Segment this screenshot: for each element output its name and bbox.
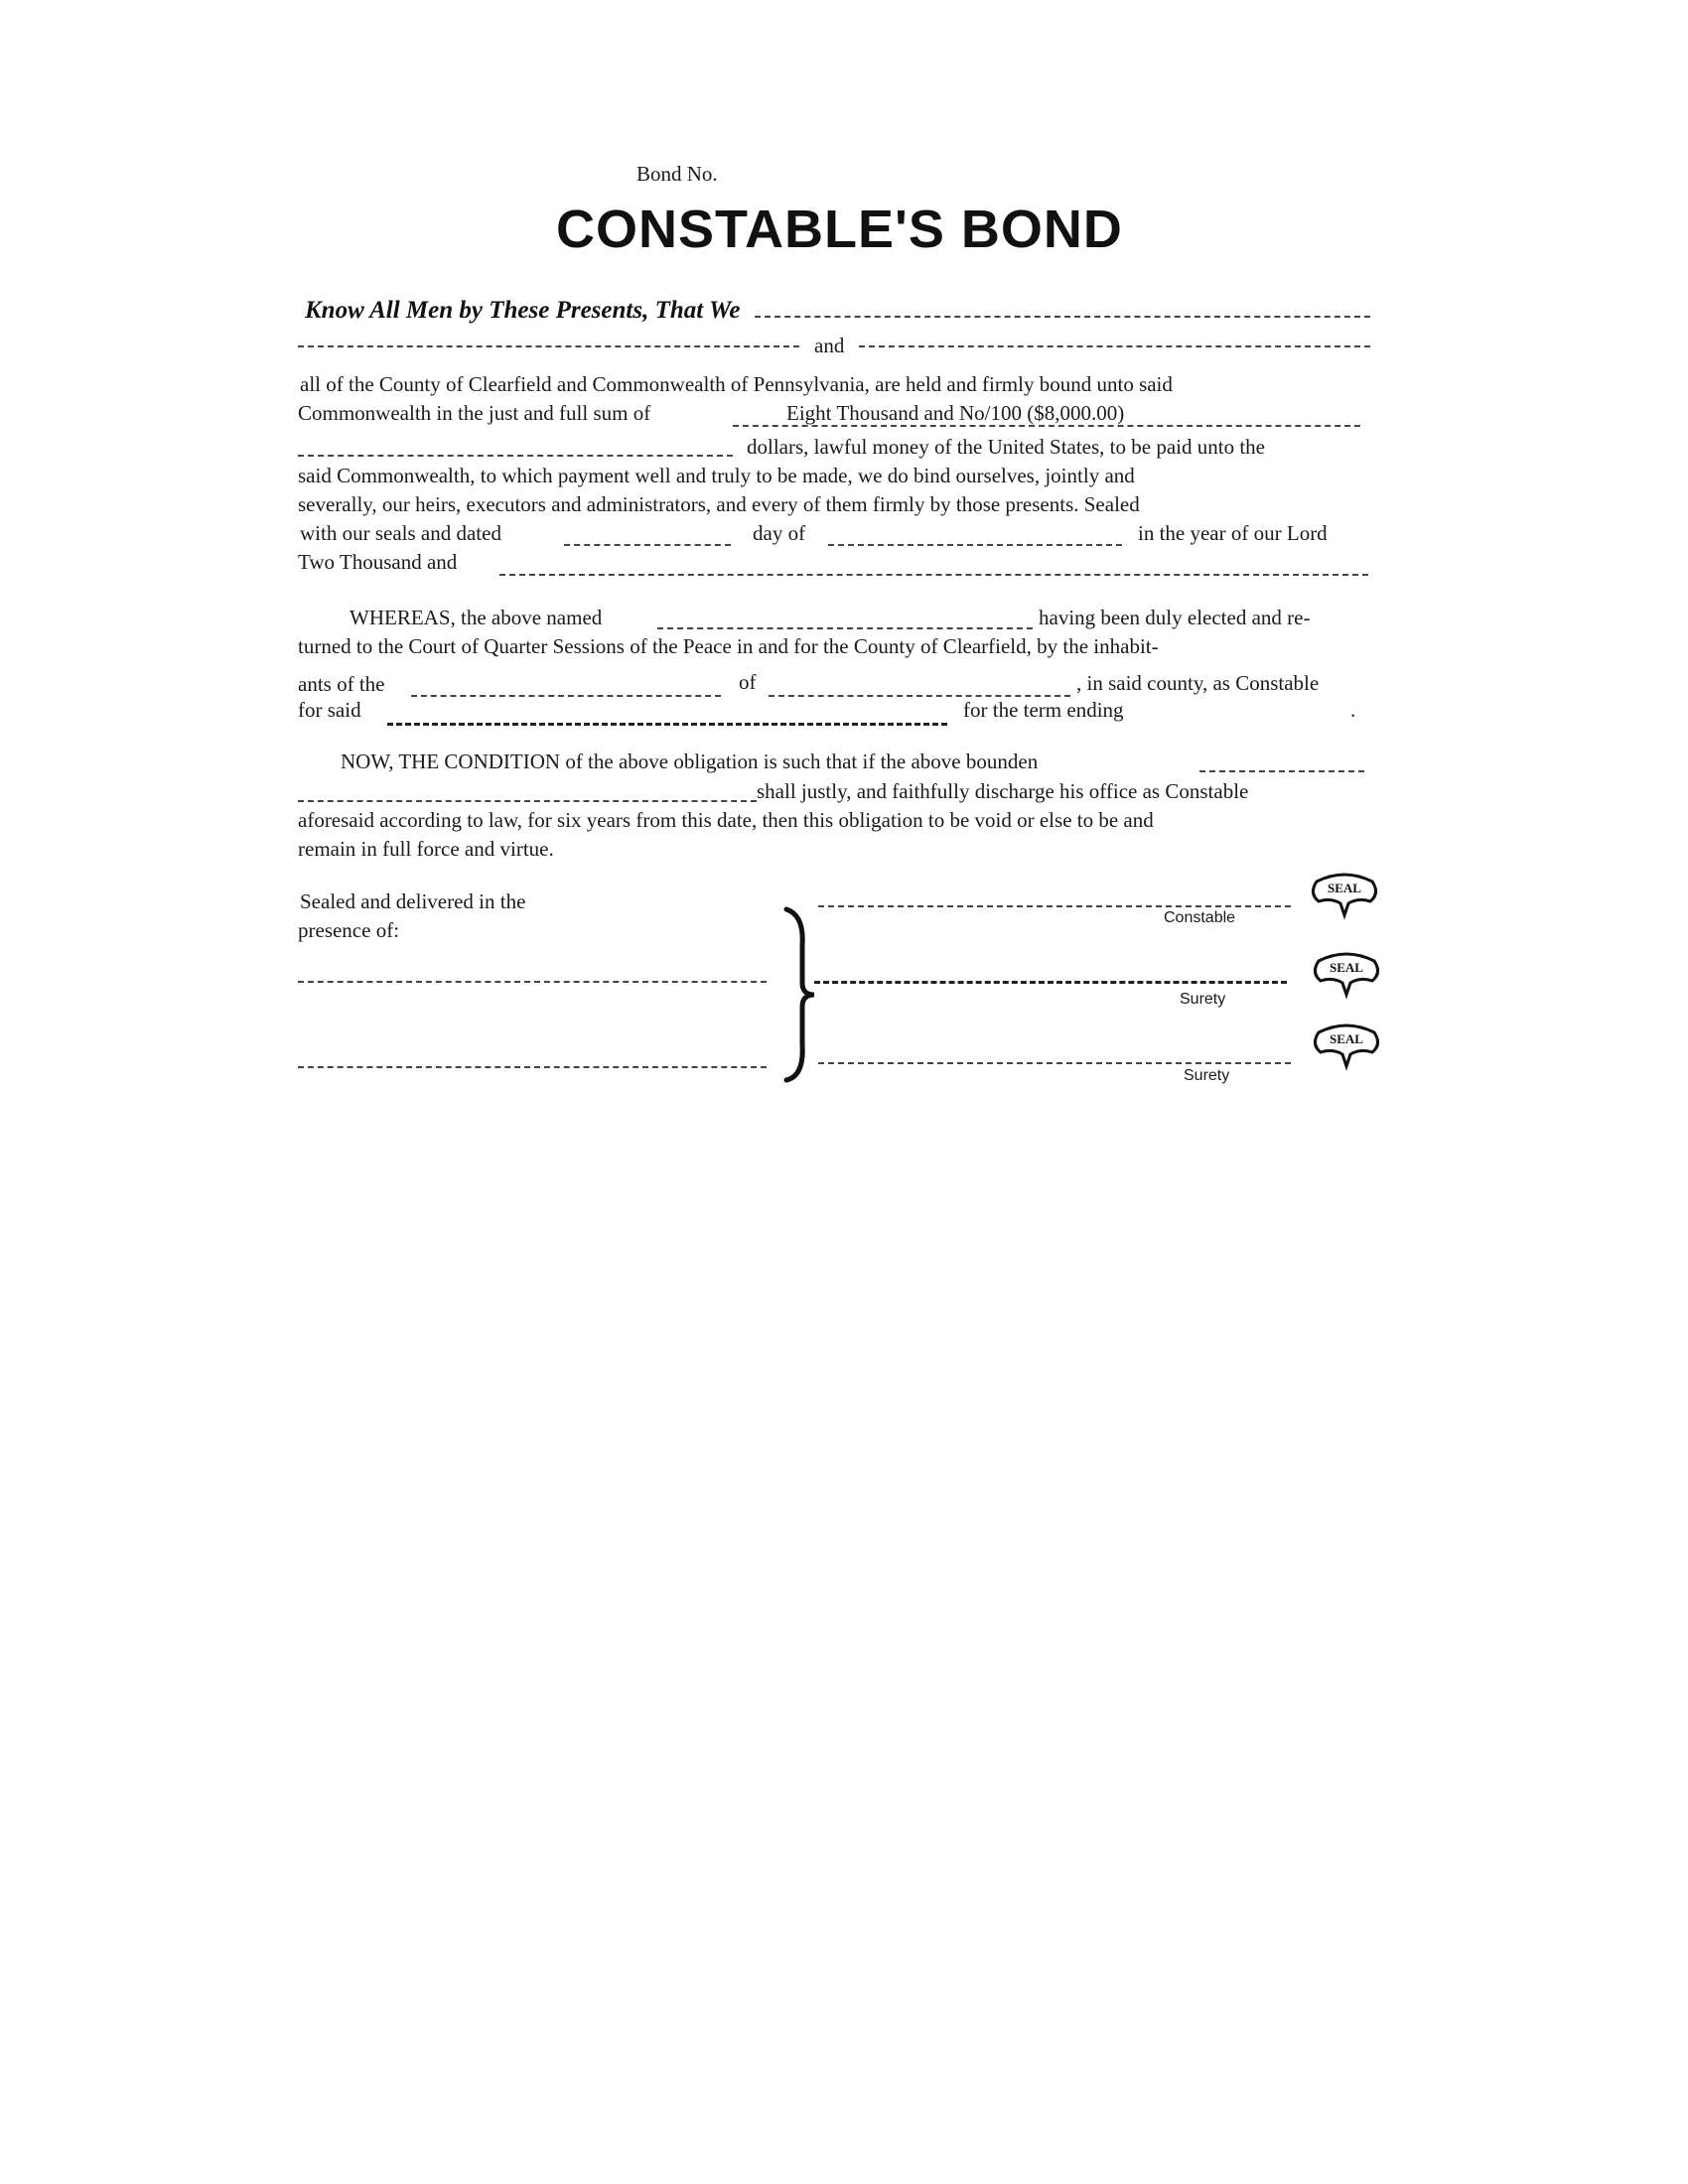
of-label: of	[739, 670, 757, 694]
term-ending-label: for the term ending	[963, 698, 1124, 722]
surety-signature-line-1[interactable]	[814, 981, 1287, 984]
surety-role-label-2: Surety	[1184, 1067, 1230, 1084]
surety-signature-line-2[interactable]	[818, 1062, 1291, 1064]
remain-line: remain in full force and virtue.	[298, 837, 554, 861]
month-field[interactable]	[828, 544, 1122, 546]
elected-label: having been duly elected and re-	[1039, 606, 1311, 629]
seal-icon	[1309, 870, 1380, 921]
principal-name-field-2[interactable]	[298, 345, 799, 347]
severally-line: severally, our heirs, executors and administrators, and every of them firmly by those presents. Sealed	[298, 492, 1140, 516]
condition-label: NOW, THE CONDITION of the above obligation is such that if the above bounden	[341, 750, 1039, 773]
bounden-name-field[interactable]	[1199, 770, 1364, 772]
sum-field[interactable]	[733, 425, 1360, 427]
turned-line: turned to the Court of Quarter Sessions of the Peace in and for the County of Clearfield, by the inhabit-	[298, 634, 1159, 658]
sum-words-field[interactable]	[298, 455, 733, 457]
principal-name-field[interactable]	[755, 316, 1370, 318]
seal-icon	[1311, 949, 1382, 1001]
place-field[interactable]	[769, 695, 1070, 697]
witness-label-1: Sealed and delivered in the	[300, 889, 526, 913]
sum-value: Eight Thousand and No/100 ($8,000.00)	[786, 401, 1125, 425]
dollars-line: dollars, lawful money of the United States, to be paid unto the	[747, 435, 1265, 459]
opening-phrase: Know All Men by These Presents, That We	[305, 297, 741, 324]
seal-icon	[1311, 1021, 1382, 1072]
said-commonwealth-line: said Commonwealth, to which payment well and truly to be made, we do bind ourselves, jointly and	[298, 464, 1135, 487]
in-said-county-label: , in said county, as Constable	[1076, 671, 1320, 695]
day-of-label: day of	[753, 521, 806, 545]
and-label: and	[814, 334, 845, 357]
witness-signature-line-2[interactable]	[298, 1066, 767, 1068]
aforesaid-line: aforesaid according to law, for six years from this date, then this obligation to be void or else to be and	[298, 808, 1154, 832]
for-said-field[interactable]	[387, 723, 947, 726]
inhabitants-label: ants of the	[298, 672, 385, 696]
brace-icon	[780, 905, 820, 1084]
discharge-label: shall justly, and faithfully discharge his office as Constable	[757, 779, 1249, 803]
constable-name-field[interactable]	[657, 627, 1033, 629]
term-period: .	[1350, 698, 1356, 722]
constable-role-label: Constable	[1164, 909, 1236, 926]
year-of-lord-label: in the year of our Lord	[1138, 521, 1328, 545]
svg-text:SEAL: SEAL	[1330, 1031, 1363, 1046]
for-said-label: for said	[298, 698, 361, 722]
witness-label-2: presence of:	[298, 918, 400, 942]
surety-names-field[interactable]	[859, 345, 1370, 347]
municipality-field[interactable]	[411, 695, 721, 697]
document-title: CONSTABLE'S BOND	[556, 200, 1123, 259]
sum-line-prefix: Commonwealth in the just and full sum of	[298, 401, 651, 425]
bounden-name-field-2[interactable]	[298, 800, 757, 802]
svg-text:SEAL: SEAL	[1330, 960, 1363, 975]
two-thousand-label: Two Thousand and	[298, 550, 458, 574]
svg-text:SEAL: SEAL	[1328, 881, 1361, 895]
bond-number-label: Bond No.	[636, 162, 718, 186]
witness-signature-line-1[interactable]	[298, 981, 767, 983]
year-field[interactable]	[499, 574, 1368, 576]
constable-signature-line[interactable]	[818, 905, 1291, 907]
day-field[interactable]	[564, 544, 731, 546]
whereas-label: WHEREAS, the above named	[350, 606, 603, 629]
seals-dated-label: with our seals and dated	[300, 521, 501, 545]
surety-role-label-1: Surety	[1180, 991, 1226, 1008]
county-line: all of the County of Clearfield and Commonwealth of Pennsylvania, are held and firmly bound unto said	[300, 372, 1173, 396]
